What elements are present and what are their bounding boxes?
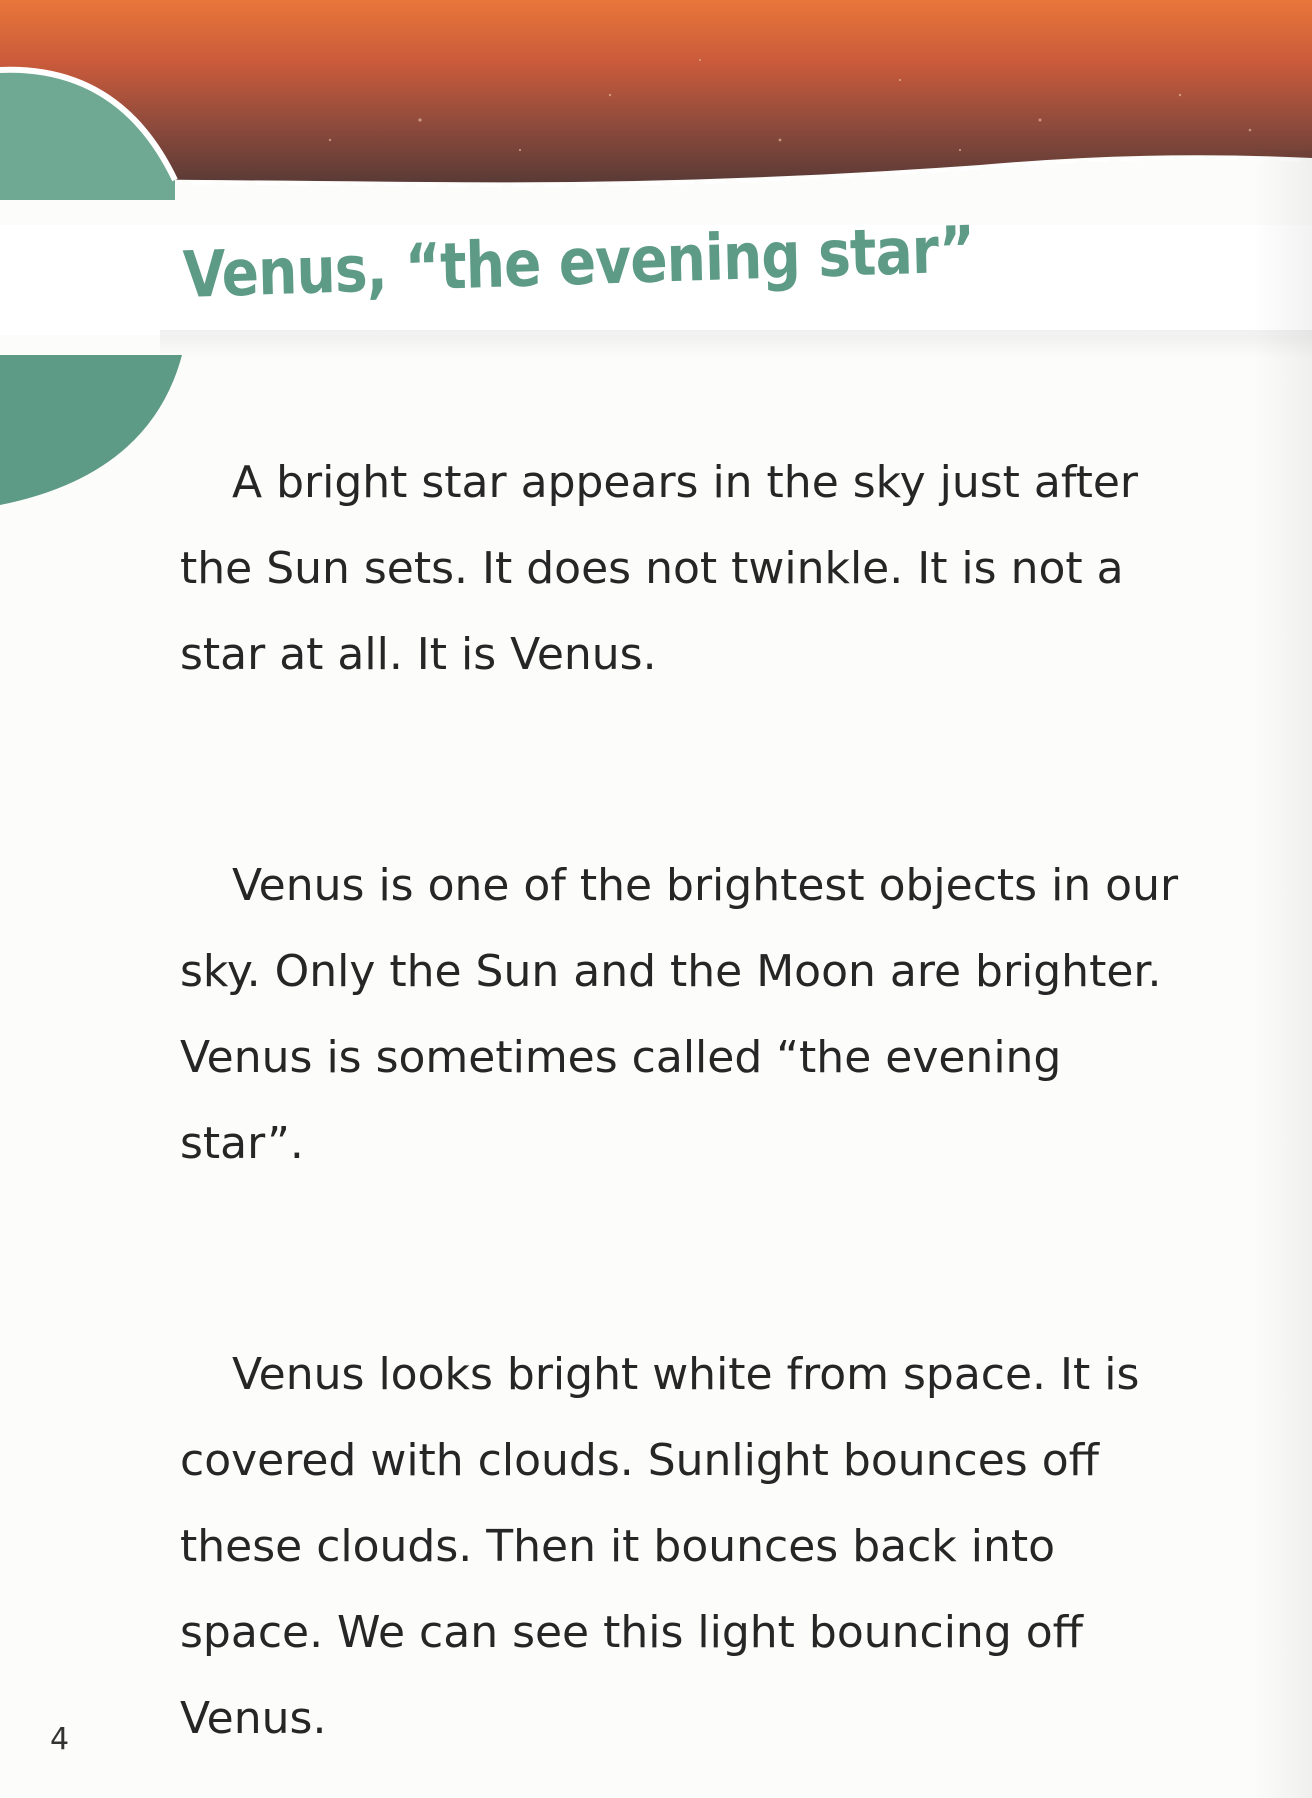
paragraph-3: Venus looks bright white from space. It is covered with clouds. Sunlight bounces off these clouds. Then it bounces back into space. We can see this light bouncing off Venus. xyxy=(180,1349,1140,1744)
body-text xyxy=(180,440,1180,1762)
title-banner-shadow xyxy=(160,330,1312,358)
page-title: Venus, “the evening star” xyxy=(182,213,976,313)
page-edge-shadow xyxy=(1252,150,1312,1798)
planet-arc-bottom xyxy=(0,355,200,519)
page-number: 4 xyxy=(50,1722,70,1757)
paragraph-2: Venus is one of the brightest objects in our sky. Only the Sun and the Moon are brighter. Venus is sometimes called “the evening star”. xyxy=(180,860,1179,1169)
planet-arc-top xyxy=(0,50,200,204)
paragraph-1: A bright star appears in the sky just after the Sun sets. It does not twinkle. It is not a star at all. It is Venus. xyxy=(180,457,1138,680)
